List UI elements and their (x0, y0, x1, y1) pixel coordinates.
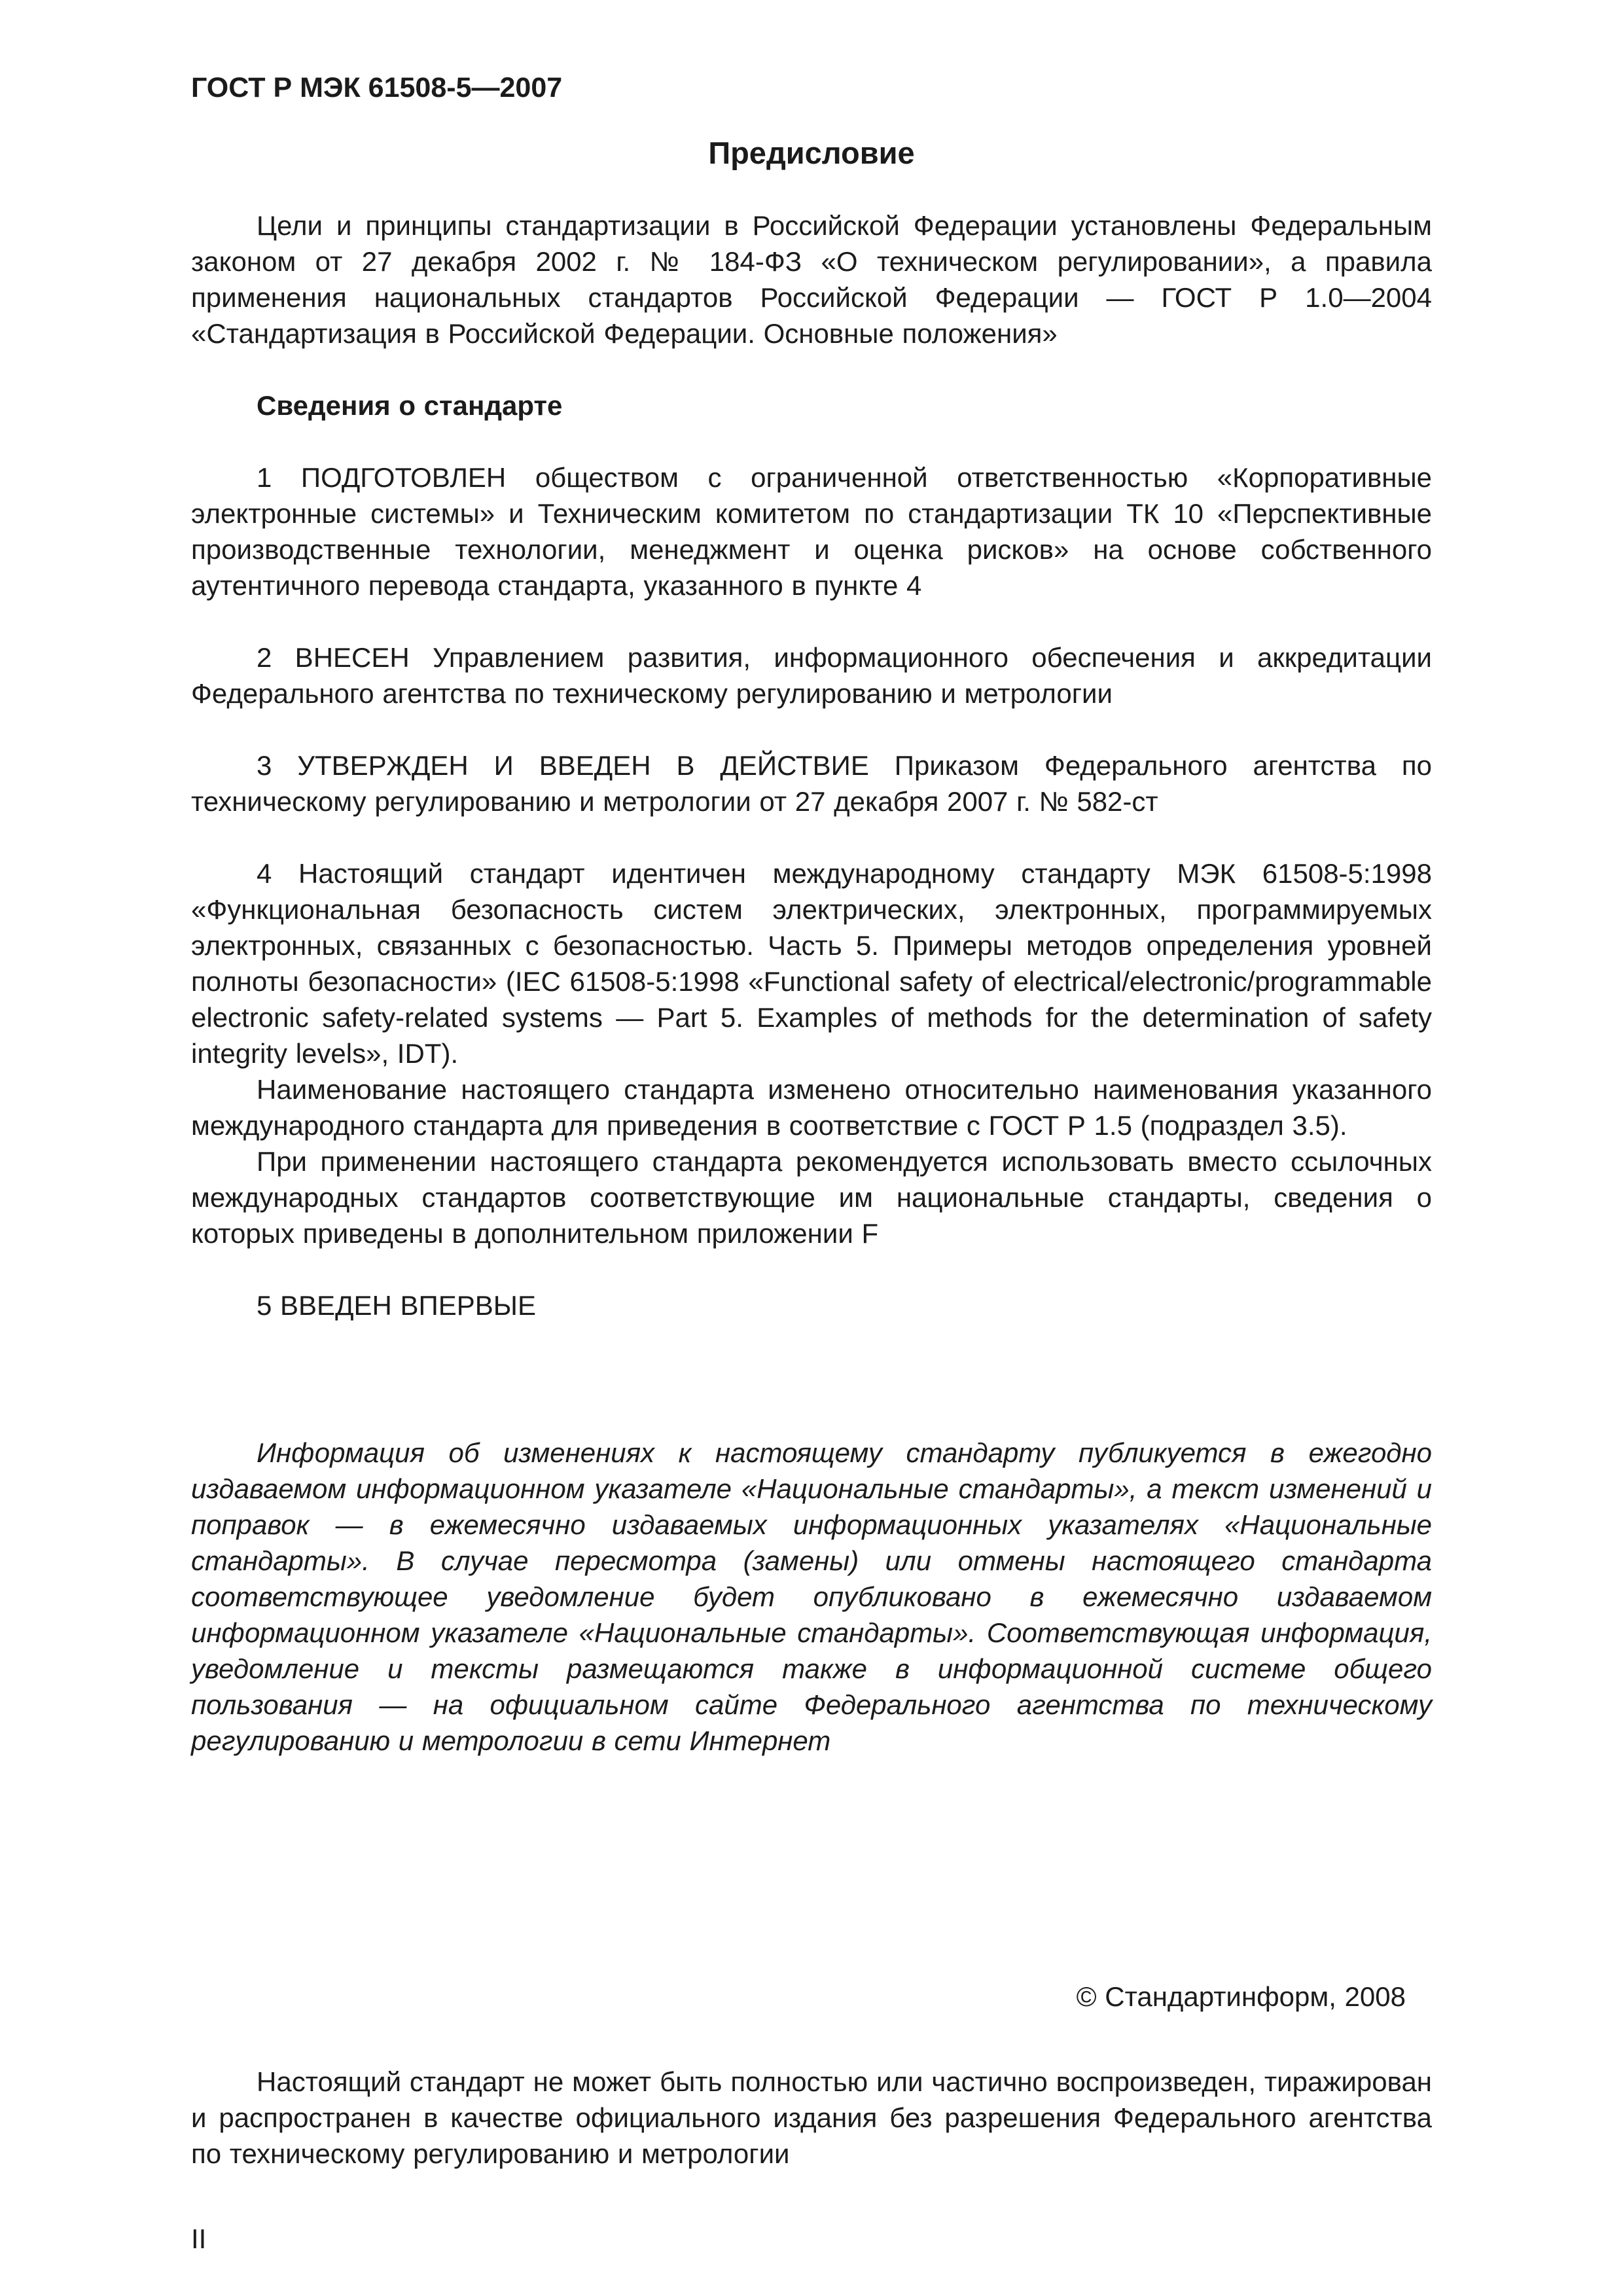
page-number: II (191, 2223, 207, 2254)
standard-info-item-5-first-edition: 5 ВВЕДЕН ВПЕРВЫЕ (257, 1290, 536, 1321)
standard-info-item-3-approved: 3 УТВЕРЖДЕН И ВВЕДЕН В ДЕЙСТВИЕ Приказом Федерального агентства по техническому регулированию и метрологии от 27 декабря 2007 г. № 582-ст (191, 750, 1432, 817)
standard-info-item-4-note-references: При применении настоящего стандарта рекомендуется использовать вместо ссылочных международных стандартов соответствующие им национальные стандарты, сведения о которых приведены в дополнительном приложении F (191, 1146, 1432, 1249)
standard-info-item-2-submitted: 2 ВНЕСЕН Управлением развития, информационного обеспечения и аккредитации Федерального агентства по техническому регулированию и метрологии (191, 642, 1432, 709)
vertical-spacer (191, 1759, 1432, 1979)
copyright-line: © Стандартинформ, 2008 (1076, 1981, 1406, 2012)
document-code: ГОСТ Р МЭК 61508-5—2007 (191, 72, 563, 103)
standard-info-item-4-identical: 4 Настоящий стандарт идентичен международному стандарту МЭК 61508-5:1998 «Функциональная безопасность систем электрических, электронных, программируемых электронных, связанных с безопасностью. Часть 5. Примеры методов определения уровней полноты безопасности» (IEC 61508-5:1998 «Functional safety of electrical/electronic/programmable electronic safety-related systems — Part 5. Examples of methods for the determination of safety integrity levels», IDT). (191, 858, 1432, 1069)
amendments-info-notice: Информация об изменениях к настоящему стандарту публикуется в ежегодно издаваемом информационном указателе «Национальные стандарты», а текст изменений и поправок — в ежемесячно издаваемых информационных указателях «Национальные стандарты». В случае пересмотра (замены) или отмены настоящего стандарта соответствующее уведомление будет опубликовано в ежемесячно издаваемом информационном указателе «Национальные стандарты». Соответствующая информация, уведомление и тексты размещаются также в информационной системе общего пользования — на официальном сайте Федерального агентства по техническому регулированию и метрологии в сети Интернет (191, 1437, 1432, 1756)
section-heading-standard-info: Сведения о стандарте (257, 390, 563, 421)
standard-info-item-4-note-name-change: Наименование настоящего стандарта изменено относительно наименования указанного международного стандарта для приведения в соответствие с ГОСТ Р 1.5 (подраздел 3.5). (191, 1074, 1432, 1141)
page-title: Предисловие (708, 135, 915, 170)
standard-info-item-1-prepared: 1 ПОДГОТОВЛЕН обществом с ограниченной ответственностью «Корпоративные электронные системы» и Техническим комитетом по стандартизации ТК 10 «Перспективные производственные технологии, менеджмент и оценка рисков» на основе собственного аутентичного перевода стандарта, указанного в пункте 4 (191, 462, 1432, 601)
intro-paragraph: Цели и принципы стандартизации в Российской Федерации установлены Федеральным законом от 27 декабря 2002 г. № 184-ФЗ «О техническом регулировании», а правила применения национальных стандартов Российской Федерации — ГОСТ Р 1.0—2004 «Стандартизация в Российской Федерации. Основные положения» (191, 210, 1432, 349)
reproduction-restriction-notice: Настоящий стандарт не может быть полностью или частично воспроизведен, тиражирован и распространен в качестве официального издания без разрешения Федерального агентства по техническому регулированию и метрологии (191, 2066, 1432, 2169)
